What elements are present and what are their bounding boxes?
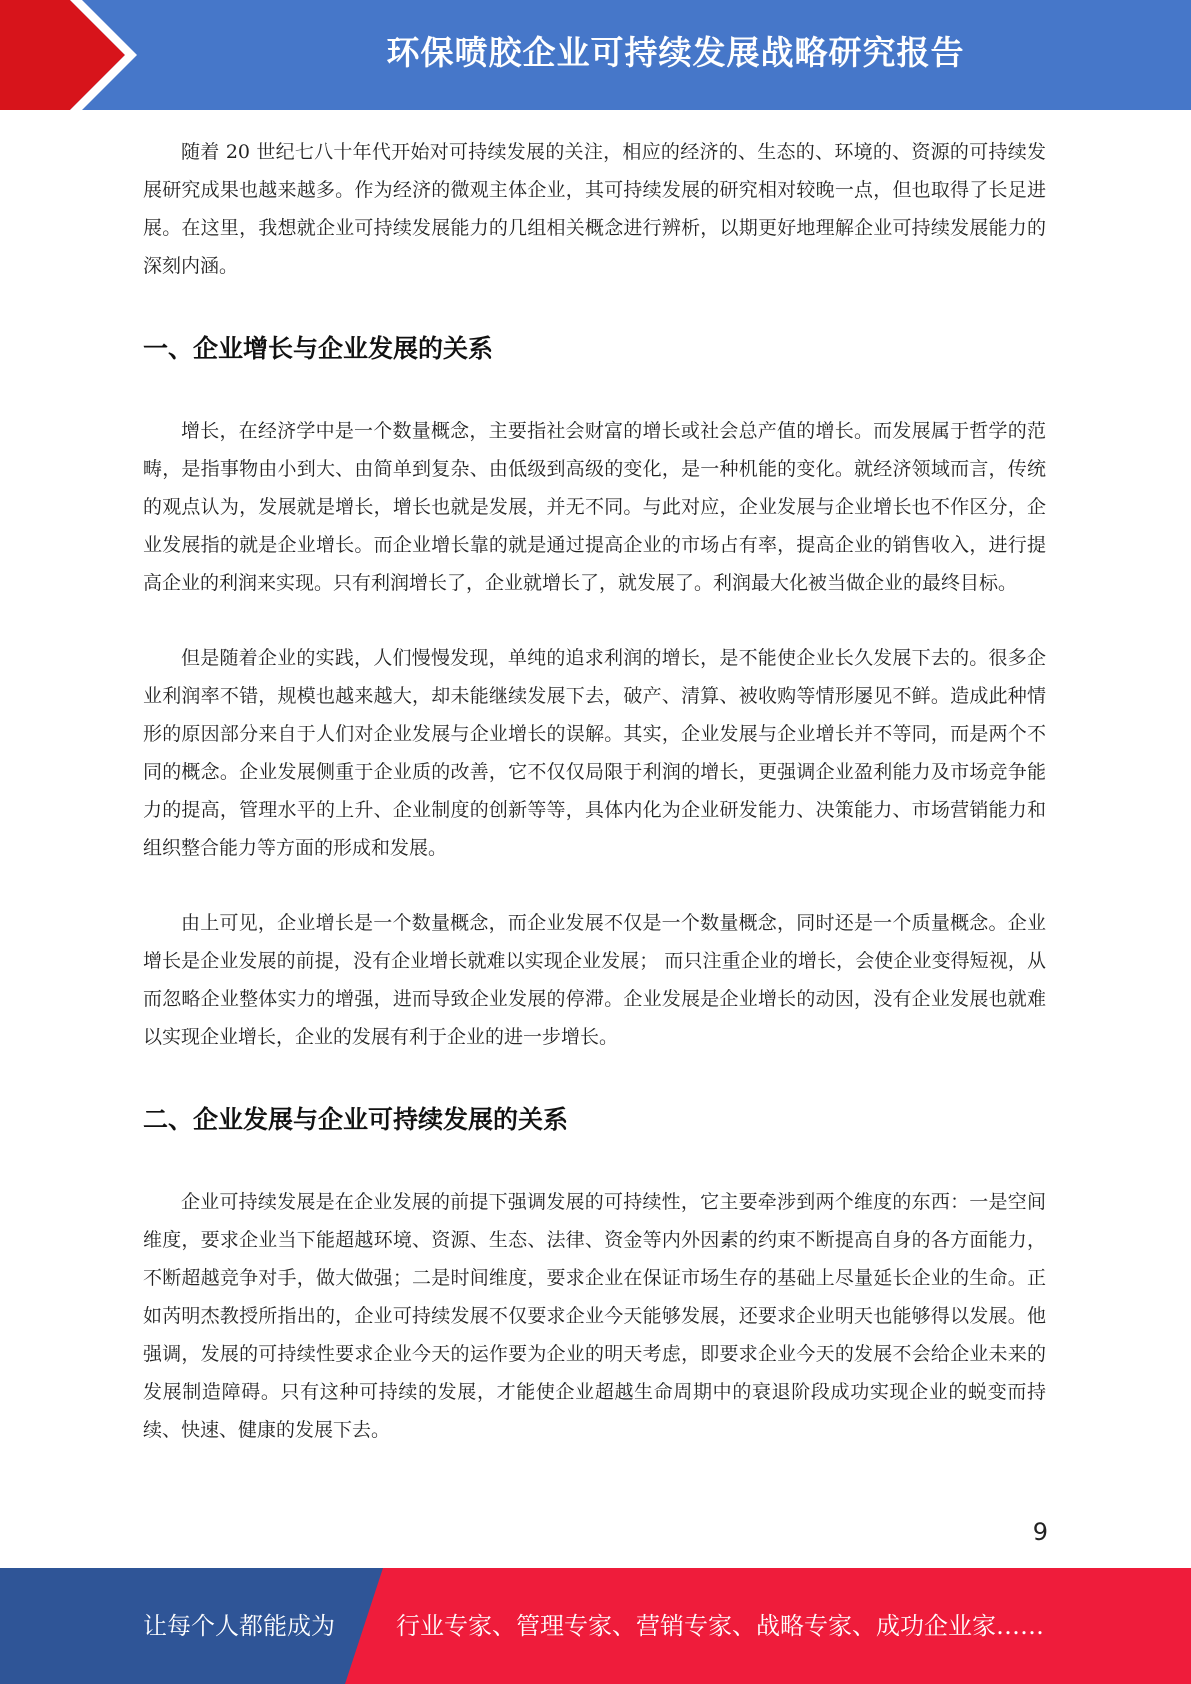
footer-slogan-right: 行业专家、管理专家、营销专家、战略专家、成功企业家……	[396, 1612, 1044, 1640]
section-1-heading: 一、企业增长与企业发展的关系	[143, 334, 494, 363]
footer-banner	[0, 1568, 1191, 1684]
document-title: 环保喷胶企业可持续发展战略研究报告	[386, 33, 965, 72]
footer-slogan-left: 让每个人都能成为	[143, 1612, 335, 1640]
section-1-paragraph-3: 由上可见，企业增长是一个数量概念，而企业发展不仅是一个数量概念，同时还是一个质量概念。企业增长是企业发展的前提，没有企业增长就难以实现企业发展； 而只注重企业的增长，会使企业变得短视，从而忽略企业整体实力的增强，进而导致企业发展的停滞。企业发展是企业增长的动因，没有企业发展也就难以实现企业增长，企业的发展有利于企业的进一步增长。	[143, 912, 1046, 1048]
header-banner	[0, 0, 1191, 110]
section-2-heading: 二、企业发展与企业可持续发展的关系	[143, 1105, 569, 1134]
section-1-paragraph-2: 但是随着企业的实践，人们慢慢发现，单纯的追求利润的增长，是不能使企业长久发展下去的。很多企业利润率不错，规模也越来越大，却未能继续发展下去，破产、清算、被收购等情形屡见不鲜。造成此种情形的原因部分来自于人们对企业发展与企业增长的误解。其实，企业发展与企业增长并不等同，而是两个不同的概念。企业发展侧重于企业质的改善，它不仅仅局限于利润的增长，更强调企业盈利能力及市场竞争能力的提高，管理水平的上升、企业制度的创新等等，具体内化为企业研发能力、决策能力、市场营销能力和组织整合能力等方面的形成和发展。	[143, 647, 1046, 859]
section-1-paragraph-1: 增长，在经济学中是一个数量概念，主要指社会财富的增长或社会总产值的增长。而发展属于哲学的范畴，是指事物由小到大、由简单到复杂、由低级到高级的变化，是一种机能的变化。就经济领域而言，传统的观点认为，发展就是增长，增长也就是发展，并无不同。与此对应，企业发展与企业增长也不作区分，企业发展指的就是企业增长。而企业增长靠的就是通过提高企业的市场占有率，提高企业的销售收入，进行提高企业的利润来实现。只有利润增长了，企业就增长了，就发展了。利润最大化被当做企业的最终目标。	[143, 420, 1046, 594]
intro-paragraph: 随着 20 世纪七八十年代开始对可持续发展的关注，相应的经济的、生态的、环境的、资源的可持续发展研究成果也越来越多。作为经济的微观主体企业，其可持续发展的研究相对较晚一点，但也取得了长足进展。在这里，我想就企业可持续发展能力的几组相关概念进行辨析，以期更好地理解企业可持续发展能力的深刻内涵。	[143, 141, 1046, 277]
body-content	[143, 133, 1046, 1449]
section-2-paragraph-1: 企业可持续发展是在企业发展的前提下强调发展的可持续性，它主要牵涉到两个维度的东西：一是空间维度，要求企业当下能超越环境、资源、生态、法律、资金等内外因素的约束不断提高自身的各方面能力，不断超越竞争对手，做大做强；二是时间维度，要求企业在保证市场生存的基础上尽量延长企业的生命。正如芮明杰教授所指出的，企业可持续发展不仅要求企业今天能够发展，还要求企业明天也能够得以发展。他强调，发展的可持续性要求企业今天的运作要为企业的明天考虑，即要求企业今天的发展不会给企业未来的发展制造障碍。只有这种可持续的发展，才能使企业超越生命周期中的衰退阶段成功实现企业的蜕变而持续、快速、健康的发展下去。	[143, 1191, 1046, 1441]
page-number: 9	[1032, 1518, 1048, 1546]
